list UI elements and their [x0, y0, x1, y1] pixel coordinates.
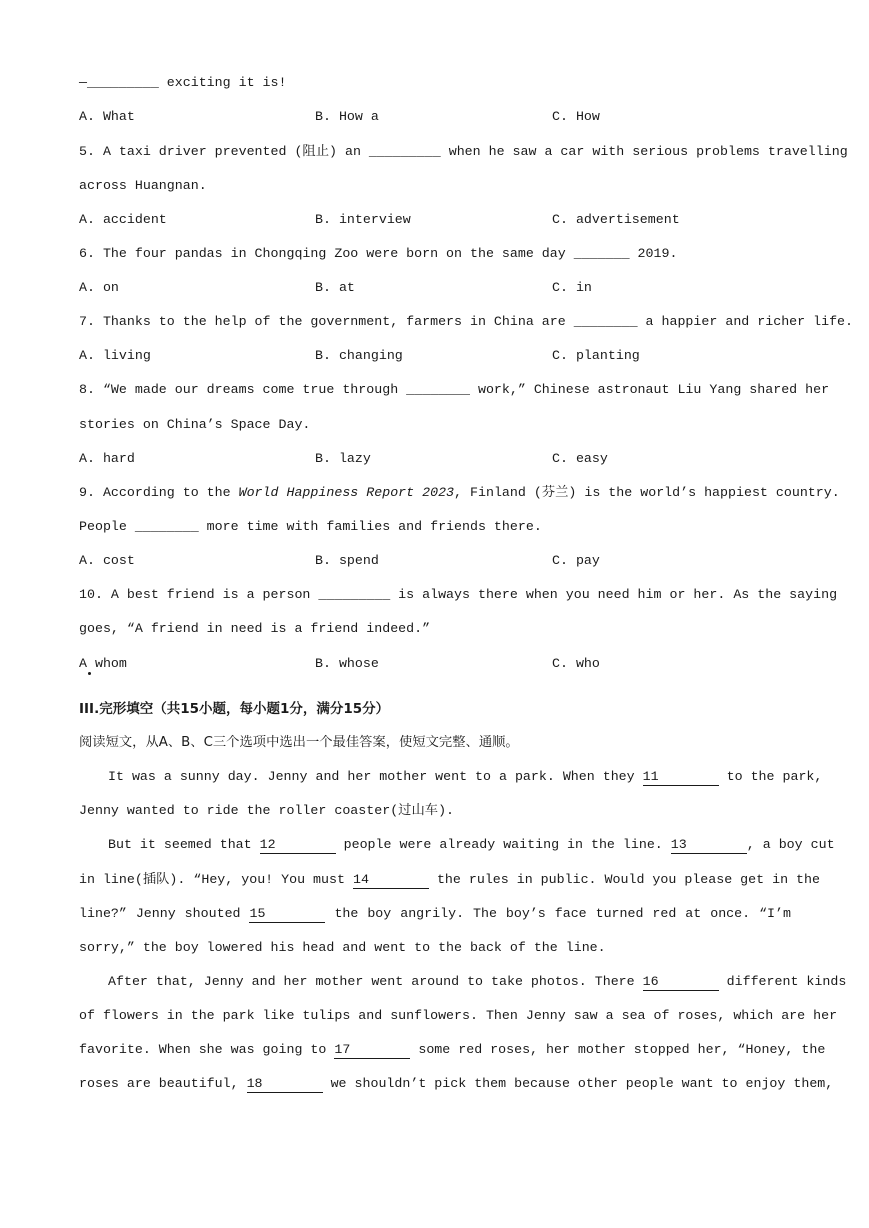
passage-text: the boy angrily. The boy’s face turned red at once. “I’m: [334, 906, 791, 921]
blank-14: 14: [353, 872, 429, 889]
passage-text: different kinds: [726, 974, 847, 989]
q7-stem: 7. Thanks to the help of the government, farmers in China are ________ a happier and richer life.: [79, 314, 854, 329]
passage-text: , a boy cut: [746, 837, 835, 852]
q10-option-a: A whom: [79, 656, 127, 671]
q7-option-c: C. planting: [552, 348, 640, 363]
passage-line: [79, 1040, 826, 1060]
blank-12: 12: [260, 837, 336, 854]
q8-option-c: C. easy: [552, 451, 608, 466]
q7-option-b: B. changing: [315, 348, 403, 363]
blank-15: 15: [249, 906, 325, 923]
passage-line: [108, 972, 847, 992]
q8-stem-line1: 8. “We made our dreams come true through ________ work,” Chinese astronaut Liu Yang shared her: [79, 382, 830, 397]
q7-option-a: A. living: [79, 348, 151, 363]
q6-option-c: C. in: [552, 280, 592, 295]
q10-stem-line2: goes, “A friend in need is a friend indeed.”: [79, 621, 431, 636]
q9-report-title: World Happiness Report 2023: [238, 485, 455, 500]
passage-text: some red roses, her mother stopped her, “Honey, the: [418, 1042, 826, 1057]
blank-18: 18: [247, 1076, 323, 1093]
passage-line: [108, 767, 823, 787]
q4-option-a: A. What: [79, 109, 135, 124]
q5-option-c: C. advertisement: [552, 212, 680, 227]
q9-stem-line2: People ________ more time with families and friends there.: [79, 519, 542, 534]
q10-option-c: C. who: [552, 656, 600, 671]
q6-option-b: B. at: [315, 280, 355, 295]
q5-stem-line2: across Huangnan.: [79, 178, 207, 193]
q5-option-b: B. interview: [315, 212, 411, 227]
passage-text: But it seemed that: [108, 837, 252, 852]
passage-text: to the park,: [726, 769, 823, 784]
q8-stem-line2: stories on China’s Space Day.: [79, 417, 311, 432]
passage-text: After that, Jenny and her mother went around to take photos. There: [108, 974, 635, 989]
q9-option-c: C. pay: [552, 553, 600, 568]
q8-option-a: A. hard: [79, 451, 135, 466]
passage-text: in line(插队). “Hey, you! You must: [79, 872, 345, 887]
passage-text: It was a sunny day. Jenny and her mother went to a park. When they: [108, 769, 635, 784]
q9-option-b: B. spend: [315, 553, 379, 568]
blank-16: 16: [643, 974, 719, 991]
q4-option-c: C. How: [552, 109, 600, 124]
q9-text-after: , Finland (芬兰) is the world’s happiest country.: [454, 485, 840, 500]
q10-stem-line1: 10. A best friend is a person _________ is always there when you need him or her. As the saying: [79, 587, 838, 602]
q5-option-a: A. accident: [79, 212, 167, 227]
q10-option-b: B. whose: [315, 656, 379, 671]
passage-text: we shouldn’t pick them because other people want to enjoy them,: [330, 1076, 834, 1091]
q6-option-a: A. on: [79, 280, 119, 295]
stray-dot-mark: [88, 672, 91, 675]
q9-stem-line1: [79, 483, 840, 503]
passage-line: sorry,” the boy lowered his head and went to the back of the line.: [79, 940, 606, 955]
q9-option-a: A. cost: [79, 553, 135, 568]
q9-text-before: 9. According to the: [79, 485, 239, 500]
q4-option-b: B. How a: [315, 109, 379, 124]
passage-line: Jenny wanted to ride the roller coaster(过山车).: [79, 803, 455, 818]
blank-11: 11: [643, 769, 719, 786]
section-instruction: 阅读短文，从A、B、C三个选项中选出一个最佳答案，使短文完整、通顺。: [79, 735, 519, 750]
passage-line: [79, 870, 820, 890]
passage-text: the rules in public. Would you please get in the: [436, 872, 820, 887]
passage-text: people were already waiting in the line.: [343, 837, 663, 852]
q8-option-b: B. lazy: [315, 451, 371, 466]
blank-17: 17: [334, 1042, 410, 1059]
section-title: III.完形填空（共15小题，每小题1分，满分15分）: [79, 701, 390, 717]
passage-text: roses are beautiful,: [79, 1076, 239, 1091]
passage-text: line?” Jenny shouted: [79, 906, 241, 921]
passage-line: [108, 835, 835, 855]
q4-answer-line: —_________ exciting it is!: [79, 75, 287, 90]
blank-13: 13: [671, 837, 747, 854]
passage-text: favorite. When she was going to: [79, 1042, 327, 1057]
q5-stem-line1: 5. A taxi driver prevented (阻止) an _________ when he saw a car with serious problems travelling: [79, 144, 848, 159]
passage-line: of flowers in the park like tulips and sunflowers. Then Jenny saw a sea of roses, which are her: [79, 1008, 838, 1023]
q6-stem: 6. The four pandas in Chongqing Zoo were born on the same day _______ 2019.: [79, 246, 678, 261]
passage-line: [79, 904, 791, 924]
passage-line: [79, 1074, 834, 1094]
